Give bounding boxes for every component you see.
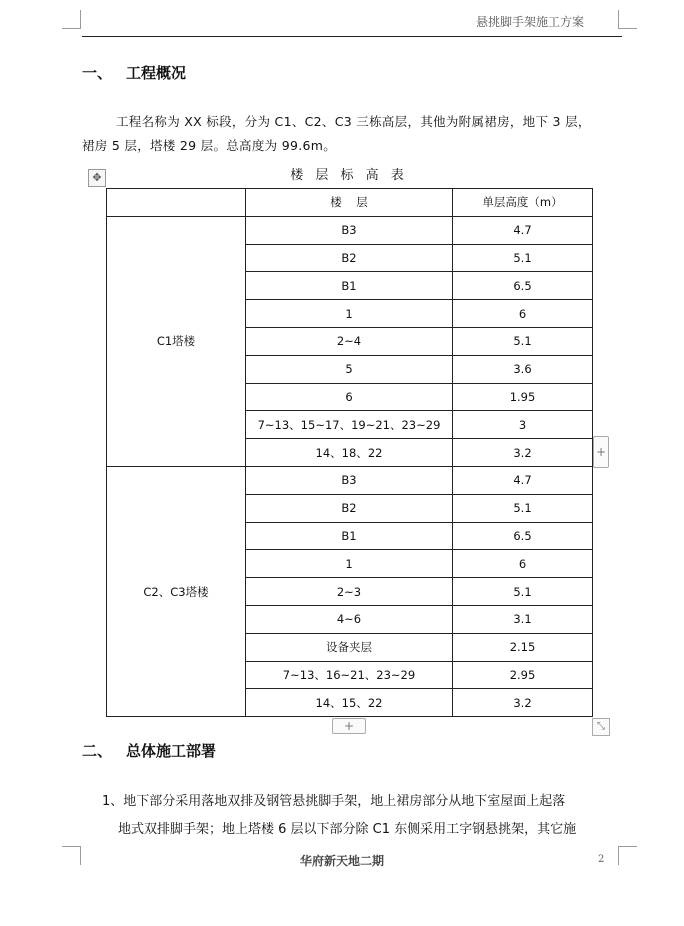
floor-cell[interactable]: 7~13、16~21、23~29 [246,661,453,689]
overview-paragraph [82,110,622,158]
floor-cell[interactable]: 14、15、22 [246,689,453,717]
page-number: 2 [598,854,605,865]
floor-cell[interactable]: 设备夹层 [246,633,453,661]
floor-cell[interactable]: B1 [246,272,453,300]
header-rule [82,36,622,37]
floor-cell[interactable]: 2~4 [246,327,453,355]
paragraph-line: 工程名称为 XX 标段，分为 C1、C2、C3 三栋高层，其他为附属裙房，地下 3 层， [116,114,591,129]
section-title: 工程概况 [126,64,187,82]
floor-cell[interactable]: 6 [246,383,453,411]
floor-height-table [106,188,593,717]
height-cell[interactable]: 4.7 [453,466,593,494]
resize-icon[interactable]: ⤡ [592,718,610,736]
height-cell[interactable]: 3.2 [453,689,593,717]
page-footer-title: 华府新天地二期 [299,854,384,868]
height-cell[interactable]: 6.5 [453,272,593,300]
section-heading-1 [82,62,186,83]
section-number: 一、 [82,64,113,82]
floor-cell[interactable]: B2 [246,494,453,522]
floor-cell[interactable]: B2 [246,244,453,272]
group-name-cell[interactable]: C2、C3塔楼 [107,466,246,716]
header-cell-floor[interactable]: 楼 层 [246,189,453,217]
height-cell[interactable]: 5.1 [453,578,593,606]
header-cell-height[interactable]: 单层高度（m） [453,189,593,217]
crop-mark-top-left [62,10,81,29]
height-cell[interactable]: 5.1 [453,494,593,522]
floor-cell[interactable]: 14、18、22 [246,439,453,467]
table-caption: 楼 层 标 高 表 [290,168,408,183]
list-item-line: 地式双排脚手架；地上塔楼 6 层以下部分除 C1 东侧采用工字钢悬挑架，其它施 [118,822,577,837]
height-cell[interactable]: 1.95 [453,383,593,411]
add-column-plus-icon[interactable]: + [593,436,609,468]
floor-cell[interactable]: 4~6 [246,605,453,633]
floor-cell[interactable]: 1 [246,550,453,578]
header-cell-blank[interactable] [107,189,246,217]
table-header-row [107,189,593,217]
page-header-title: 悬挑脚手架施工方案 [475,15,584,29]
section-heading-2 [82,740,216,761]
floor-cell[interactable]: 1 [246,300,453,328]
group-name-cell[interactable]: C1塔楼 [107,216,246,466]
floor-cell[interactable]: 5 [246,355,453,383]
floor-cell[interactable]: B1 [246,522,453,550]
height-cell[interactable]: 5.1 [453,327,593,355]
list-item [102,788,622,844]
height-cell[interactable]: 3.1 [453,605,593,633]
floor-cell[interactable]: B3 [246,216,453,244]
move-icon[interactable]: ✥ [88,169,106,187]
height-cell[interactable]: 2.15 [453,633,593,661]
paragraph-line: 裙房 5 层，塔楼 29 层。总高度为 99.6m。 [82,138,337,153]
height-cell[interactable]: 5.1 [453,244,593,272]
height-cell[interactable]: 3.2 [453,439,593,467]
height-cell[interactable]: 3 [453,411,593,439]
height-cell[interactable]: 6 [453,300,593,328]
list-item-line: 1、地下部分采用落地双排及钢管悬挑脚手架，地上裙房部分从地下室屋面上起落 [102,794,566,809]
height-cell[interactable]: 2.95 [453,661,593,689]
floor-cell[interactable]: 2~3 [246,578,453,606]
crop-mark-top-right [618,10,637,29]
table-row [107,466,593,494]
floor-cell[interactable]: B3 [246,466,453,494]
height-cell[interactable]: 3.6 [453,355,593,383]
floor-cell[interactable]: 7~13、15~17、19~21、23~29 [246,411,453,439]
table-row [107,216,593,244]
section-title: 总体施工部署 [126,742,217,760]
section-number: 二、 [82,742,113,760]
height-cell[interactable]: 6 [453,550,593,578]
height-cell[interactable]: 4.7 [453,216,593,244]
add-row-plus-icon[interactable]: + [332,718,366,734]
height-cell[interactable]: 6.5 [453,522,593,550]
